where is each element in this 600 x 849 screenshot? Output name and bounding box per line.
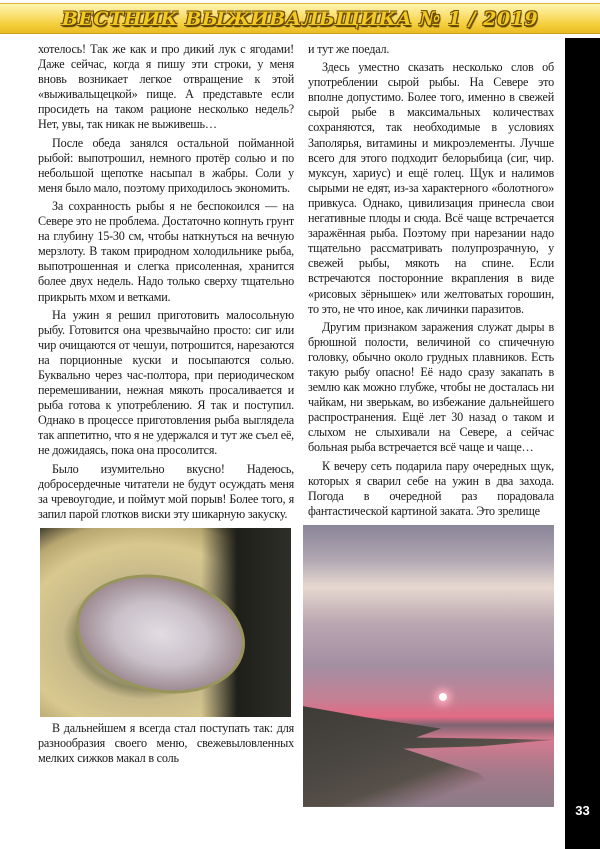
paragraph: К вечеру сеть подарила пару очередных щук, которых я сварил себе на ужин в два захода. Погода в очередной раз порадовала фантастической картиной заката. Это зрелище: [308, 458, 554, 518]
magazine-header-banner: [0, 3, 600, 34]
paragraph: хотелось! Так же как и про дикий лук с ягодами! Даже сейчас, когда я пишу эти строки, у меня вновь возникает легкое отвращение к этой «выживальщецкой» пище. А представьте если просидеть на таком рационе несколько недель? Нет, увы, так никак не выживешь…: [38, 42, 294, 132]
magazine-title: ВЕСТНИК ВЫЖИВАЛЬЩИКА № 1 / 2019: [61, 7, 539, 30]
left-column: [38, 42, 294, 769]
paragraph: Здесь уместно сказать несколько слов об употреблении сырой рыбы. На Севере это вполне допустимо. Более того, именно в свежей сырой рыбе в максимальных количествах сохраняются, так необходимые в условиях Заполярья, витамины и микроэлементы. Лучше всего для этого подходит белорыбица (сиг, чир. муксун, хариус) и ещё голец. Щук и налимов сырыми не едят, из-за характерного «болотного» привкуса. Однако, цивилизация принесла свои негативные плоды и сюда. Всё чаще встречается заражённая рыба. Поэтому при нарезании надо тщательно рассматривать полупрозрачную, у свежей рыбы, мякоть на спине. Если встречаются посторонние вкрапления в виде «рисовых зёрнышек» или желтоватых горошин, то это, не что иное, как личинки паразитов.: [308, 60, 554, 316]
paragraph: На ужин я решил приготовить малосольную рыбу. Готовится она чрезвычайно просто: сиг или чир очищаются от чешуи, потрошится, нарезаются на порционные куски и посыпаются солью. Буквально через час-полтора, при периодическом перемешивании, нежная мякоть просаливается и рыба готова к употреблению. Я так и поступил. Однако в процессе приготовления рыба выглядела так аппетитно, что я не удержался и тут же съел её, не дожидаясь, пока она просолится.: [38, 307, 294, 458]
right-column: [308, 42, 554, 811]
paragraph: и тут же поедал.: [308, 42, 390, 56]
photo-fish-in-pot: [40, 528, 291, 717]
page-number: 33: [575, 803, 590, 818]
paragraph: В дальнейшем я всегда стал поступать так: для разнообразия своего меню, свежевыловленных мелких сижков макал в соль: [38, 720, 294, 766]
page-edge-bar: [565, 38, 600, 849]
paragraph: За сохранность рыбы я не беспокоился — на Севере это не проблема. Достаточно копнуть грунт на глубину 15-30 см, чтобы наткнуться на вечную мерзлоту. В таком природном холодильнике рыба, выпотрошенная и слегка присоленная, хранится более двух недель. Надо только сверху тщательно прикрыть мхом и ветками.: [38, 198, 294, 304]
photo-sunset-over-lake: [303, 525, 554, 807]
paragraph: Другим признаком заражения служат дыры в брюшной полости, величиной со спичечную головку, обычно около грудных плавников. Есть такую рыбу опасно! Её надо сразу закапать в землю как можно глубже, чтобы не досталась ни чайкам, ни зверькам, во избежание дальнейшего распространения. Ещё лет 30 назад о таком и слыхом не слыхивали на Севере, а сейчас больная рыба встречается всё чаще и чаще…: [308, 319, 554, 455]
paragraph: После обеда занялся остальной пойманной рыбой: выпотрошил, немного протёр солью и по небольшой щепотке насыпал в жабры. Соли у меня было мало, поэтому приходилось экономить.: [38, 135, 294, 195]
paragraph: Было изумительно вкусно! Надеюсь, добросердечные читатели не будут осуждать меня за чревоугодие, и поймут мой порыв! Более того, я запил парой глотков виски эту шикарную закуску.: [38, 461, 294, 521]
